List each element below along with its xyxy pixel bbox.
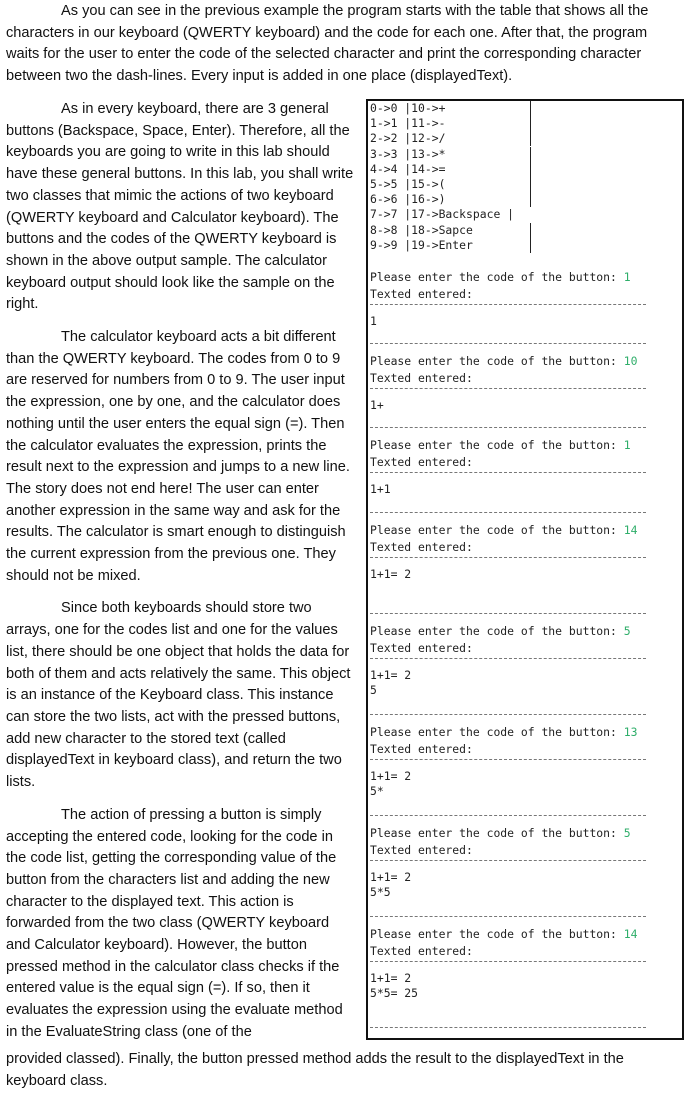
- texted-entered-label: Texted entered:: [370, 371, 473, 385]
- displayed-text-line: 1+1: [370, 482, 391, 496]
- dash-line: [370, 916, 646, 918]
- closing-text: provided classed). Finally, the button pressed method adds the result to the displayedText in the keyboard class.: [6, 1051, 624, 1089]
- code-table-row: [370, 101, 445, 116]
- displayed-text-line: 1+1= 2: [370, 769, 412, 783]
- prompt-text: Please enter the code of the button:: [370, 927, 624, 941]
- displayed-text-line: 1+1= 2: [370, 870, 412, 884]
- dash-line: [370, 759, 646, 761]
- table-right-border: [530, 131, 531, 146]
- table-right-border: [530, 147, 531, 162]
- prompt-line: [370, 825, 682, 842]
- prompt-line: [370, 926, 682, 943]
- texted-entered-label: Texted entered:: [370, 641, 473, 655]
- dash-line: [370, 1027, 646, 1029]
- table-right-border: [530, 101, 531, 116]
- displayed-text-line: 5*5= 25: [370, 986, 419, 1000]
- code-table-row: [370, 162, 445, 177]
- table-right-border: [530, 177, 531, 192]
- code-table-row: [370, 207, 514, 222]
- prompt-text: Please enter the code of the button:: [370, 725, 624, 739]
- code-table-text: 3->3 |13->*: [370, 146, 446, 161]
- console-step: [370, 623, 682, 698]
- console-step: [370, 724, 682, 799]
- prompt-text: Please enter the code of the button:: [370, 523, 624, 537]
- dash-line: [370, 472, 646, 474]
- code-table-row: [370, 223, 473, 238]
- prompt-text: Please enter the code of the button:: [370, 270, 624, 284]
- displayed-text-line: 1+1= 2: [370, 971, 412, 985]
- code-table-row: [370, 177, 445, 192]
- code-table-text: 6->6 |16->): [370, 192, 446, 207]
- code-table-row: [370, 131, 445, 146]
- dash-line: [370, 343, 646, 345]
- dash-line: [370, 714, 646, 716]
- paragraph-text: The calculator keyboard acts a bit different than the QWERTY keyboard. The codes from 0 to 9 are reserved for numbers from 0 to 9. The user input the expression, one by one, and the calculator does nothing until the user enters the equal sign (=). Then the calculator evaluates the expression, prints the result next to the expression and jumps to a new line. The story does not end here! The user can enter another expression in the same way and ask for the results. The calculator is smart enough to distinguish the current expression from the previous one. They should not be mixed.: [6, 329, 350, 584]
- console-step: [370, 269, 682, 329]
- prompt-line: [370, 522, 682, 539]
- dash-line: [370, 860, 646, 862]
- texted-entered-label: Texted entered:: [370, 455, 473, 469]
- dash-line: [370, 815, 646, 817]
- code-table-text: 2->2 |12->/: [370, 131, 446, 146]
- entered-code: 10: [623, 354, 638, 368]
- displayed-text-line: 1: [370, 314, 377, 328]
- dash-line: [370, 427, 646, 429]
- dash-line: [370, 613, 646, 615]
- displayed-text-line: 1+1= 2: [370, 567, 412, 581]
- intro-paragraph: [6, 1, 682, 88]
- paragraph-text: The action of pressing a button is simply accepting the entered code, looking for the code in the code list, getting the corresponding value of the button from the characters list and adding the new character to the displayed text. This action is forwarded from the two class (QWERTY keyboard and Calculator keyboard). However, the button pressed method in the calculator class checks if the entered value is the equal sign (=). If so, then it evaluates the expression using the evaluate method in the EvaluateString class (one of the: [6, 806, 343, 1040]
- texted-entered-label: Texted entered:: [370, 742, 473, 756]
- table-right-border: [530, 223, 531, 238]
- entered-code: 5: [623, 826, 631, 840]
- dash-line: [370, 512, 646, 514]
- entered-code: 1: [623, 270, 631, 284]
- entered-code: 5: [623, 624, 631, 638]
- code-table-text: 0->0 |10->+: [370, 101, 446, 115]
- code-table-text: 7->7 |17->Backspace |: [370, 207, 515, 222]
- prompt-text: Please enter the code of the button:: [370, 826, 624, 840]
- entered-code: 1: [623, 438, 631, 452]
- code-table-text: 1->1 |11->-: [370, 116, 446, 131]
- console-step: [370, 926, 682, 1001]
- displayed-text-line: 5: [370, 683, 377, 697]
- code-table-text: 9->9 |19->Enter: [370, 237, 473, 252]
- texted-entered-label: Texted entered:: [370, 287, 473, 301]
- intro-text: As you can see in the previous example the program starts with the table that shows all the characters in our keyboard (QWERTY keyboard) and the code for each one. After that, the program waits for the user to enter the code of the selected character and print the corresponding character between two the dash-lines. Every input is added in one place (displayedText).: [6, 3, 649, 85]
- table-right-border: [530, 162, 531, 177]
- closing-paragraph: [6, 1049, 682, 1092]
- prompt-line: [370, 437, 682, 454]
- code-table-row: [370, 238, 473, 253]
- prompt-text: Please enter the code of the button:: [370, 354, 624, 368]
- prompt-line: [370, 353, 682, 370]
- console-step: [370, 825, 682, 900]
- console-output-sample: [366, 99, 684, 1040]
- console-step: [370, 437, 682, 497]
- texted-entered-label: Texted entered:: [370, 843, 473, 857]
- console-step: [370, 353, 682, 413]
- paragraph-text: As in every keyboard, there are 3 general buttons (Backspace, Space, Enter). Therefore, all the keyboards you are going to write in this lab should have these general buttons. In this lab, you shall write two classes that mimic the actions of two keyboard (QWERTY keyboard and Calculator keyboard). The buttons and the codes of the QWERTY keyboard is shown in the above output sample. The calculator keyboard output should look like the sample on the right.: [6, 101, 354, 313]
- prompt-text: Please enter the code of the button:: [370, 624, 624, 638]
- prompt-line: [370, 623, 682, 640]
- texted-entered-label: Texted entered:: [370, 540, 473, 554]
- code-table-row: [370, 147, 445, 162]
- dash-line: [370, 304, 646, 306]
- displayed-text-line: 1+: [370, 398, 384, 412]
- table-right-border: [530, 192, 531, 207]
- code-table-row: [370, 116, 445, 131]
- paragraph-text: Since both keyboards should store two arrays, one for the codes list and one for the values list, there should be one object that holds the data for both of them and acts relatively the same. This object is an instance of the Keyboard class. This instance can store the two lists, act with the pressed buttons, add new character to the stored text (called displayedText in keyboard class), and return the two lists.: [6, 600, 351, 791]
- entered-code: 14: [623, 523, 638, 537]
- paragraph-calculator: [6, 327, 354, 587]
- prompt-text: Please enter the code of the button:: [370, 438, 624, 452]
- left-column: [6, 99, 354, 1055]
- dash-line: [370, 658, 646, 660]
- code-table-row: [370, 192, 445, 207]
- displayed-text-line: 1+1= 2: [370, 668, 412, 682]
- dash-line: [370, 961, 646, 963]
- paragraph-keyboard-class: [6, 598, 354, 793]
- displayed-text-line: 5*: [370, 784, 384, 798]
- code-table-text: 4->4 |14->=: [370, 161, 446, 176]
- texted-entered-label: Texted entered:: [370, 944, 473, 958]
- entered-code: 13: [623, 725, 638, 739]
- console-step: [370, 522, 682, 582]
- entered-code: 14: [623, 927, 638, 941]
- table-right-border: [530, 116, 531, 131]
- paragraph-general-buttons: [6, 99, 354, 316]
- table-right-border: [530, 238, 531, 253]
- prompt-line: [370, 724, 682, 741]
- paragraph-button-pressed: [6, 805, 354, 1044]
- code-table-text: 8->8 |18->Sapce: [370, 222, 473, 237]
- code-table-text: 5->5 |15->(: [370, 177, 446, 191]
- dash-line: [370, 557, 646, 559]
- dash-line: [370, 388, 646, 390]
- displayed-text-line: 5*5: [370, 885, 391, 899]
- prompt-line: [370, 269, 682, 286]
